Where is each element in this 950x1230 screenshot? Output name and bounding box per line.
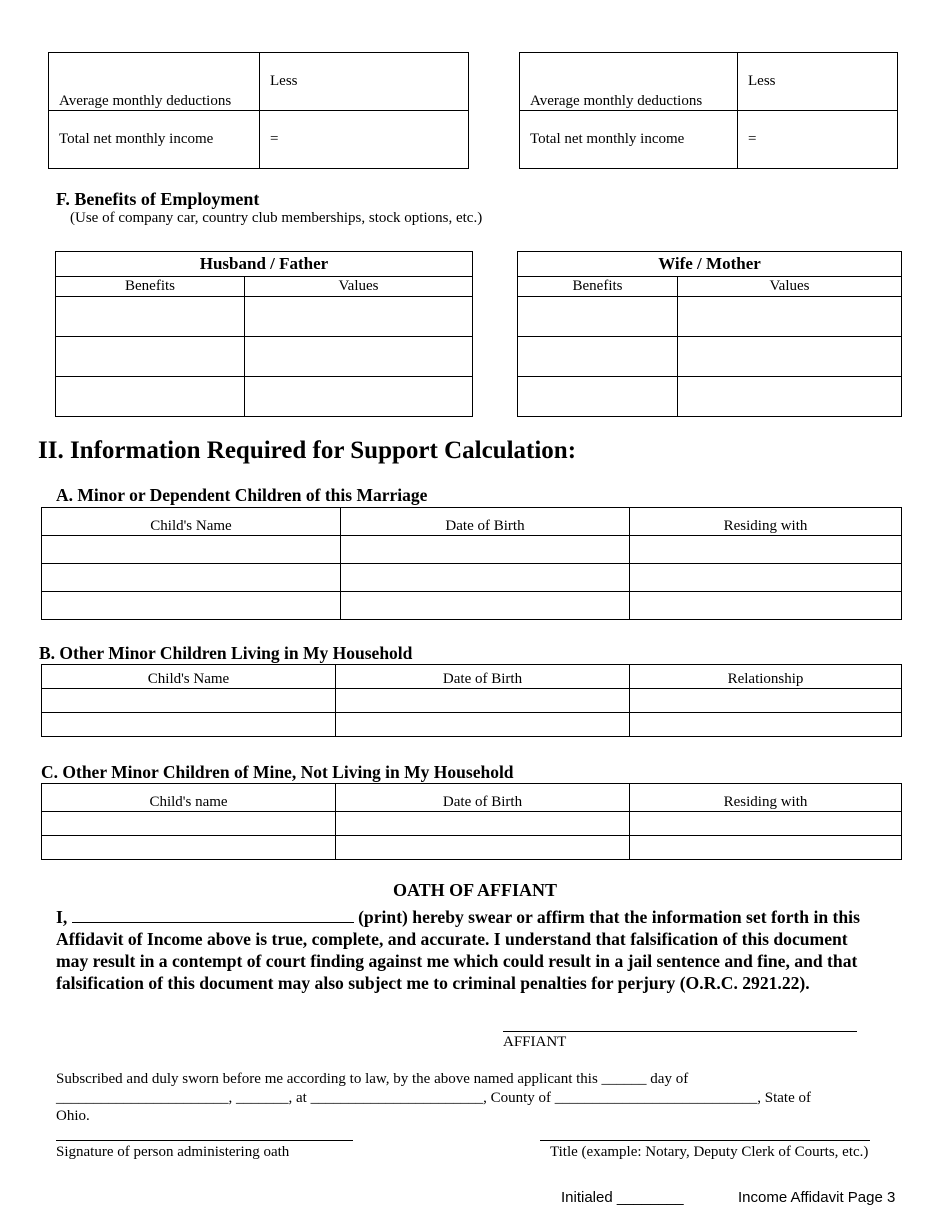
oath-line-3: may result in a contempt of court finding against me which could result in a jail sentence and fine, and that <box>56 951 858 971</box>
section-b-heading: B. Other Minor Children Living in My Household <box>39 643 413 663</box>
sworn-line-2: _______________________, _______, at _______________________, County of ___________________________, State of <box>56 1090 811 1106</box>
children-marriage-table <box>41 507 902 620</box>
administrator-signature-label: Signature of person administering oath <box>56 1144 290 1160</box>
table-cell[interactable] <box>630 812 902 836</box>
value-cell[interactable] <box>245 337 473 377</box>
table-cell[interactable] <box>42 536 341 564</box>
section-c-heading: C. Other Minor Children of Mine, Not Living in My Household <box>41 762 514 782</box>
table-cell[interactable] <box>336 836 630 860</box>
benefit-cell[interactable] <box>518 377 678 417</box>
income-table-right <box>519 52 898 169</box>
deductions-label: Average monthly deductions <box>49 53 260 111</box>
sworn-line-1: Subscribed and duly sworn before me according to law, by the above named applicant this ______ day of <box>56 1071 689 1087</box>
administrator-title-label: Title (example: Notary, Deputy Clerk of Courts, etc.) <box>550 1144 869 1160</box>
husband-benefits-table <box>55 251 473 417</box>
administrator-title-line[interactable] <box>540 1140 870 1141</box>
oath-text <box>56 906 916 994</box>
table-cell[interactable] <box>341 592 630 620</box>
col-childs-name: Child's name <box>42 784 336 812</box>
col-residing-with: Residing with <box>630 508 902 536</box>
value-cell[interactable] <box>245 297 473 337</box>
table-cell[interactable] <box>630 564 902 592</box>
children-household-table <box>41 664 902 737</box>
oath-title: OATH OF AFFIANT <box>392 880 557 900</box>
oath-line-1 <box>56 906 916 928</box>
page-label: Income Affidavit Page 3 <box>738 1189 896 1206</box>
deductions-value[interactable]: Less <box>738 53 898 111</box>
benefit-cell[interactable] <box>518 337 678 377</box>
table-cell[interactable] <box>630 689 902 713</box>
net-income-label: Total net monthly income <box>520 111 738 169</box>
benefits-heading: F. Benefits of Employment <box>56 189 260 209</box>
value-cell[interactable] <box>245 377 473 417</box>
table-cell[interactable] <box>630 536 902 564</box>
table-cell[interactable] <box>630 713 902 737</box>
table-cell[interactable] <box>42 812 336 836</box>
oath-prefix: I, <box>56 907 68 927</box>
table-cell[interactable] <box>42 564 341 592</box>
administrator-signature-line[interactable] <box>56 1140 353 1141</box>
affiant-label: AFFIANT <box>503 1034 567 1050</box>
col-date-of-birth: Date of Birth <box>336 784 630 812</box>
benefit-cell[interactable] <box>56 377 245 417</box>
oath-suffix: (print) hereby swear or affirm that the information set forth in this <box>358 907 860 927</box>
net-income-value[interactable]: = <box>738 111 898 169</box>
table-cell[interactable] <box>336 689 630 713</box>
col-date-of-birth: Date of Birth <box>341 508 630 536</box>
table-cell[interactable] <box>42 592 341 620</box>
oath-line-2: Affidavit of Income above is true, complete, and accurate. I understand that falsification of this document <box>56 929 848 949</box>
wife-benefits-table <box>517 251 902 417</box>
children-not-household-table <box>41 783 902 860</box>
initialed-field[interactable]: Initialed ________ <box>561 1189 684 1206</box>
value-cell[interactable] <box>678 297 902 337</box>
values-col: Values <box>245 277 473 297</box>
benefit-cell[interactable] <box>56 297 245 337</box>
col-childs-name: Child's Name <box>42 508 341 536</box>
deductions-label: Average monthly deductions <box>520 53 738 111</box>
table-cell[interactable] <box>630 836 902 860</box>
affiant-signature-line[interactable] <box>503 1031 857 1032</box>
income-table-left <box>48 52 469 169</box>
table-cell[interactable] <box>42 836 336 860</box>
benefit-cell[interactable] <box>518 297 678 337</box>
col-childs-name: Child's Name <box>42 665 336 689</box>
net-income-value[interactable]: = <box>260 111 469 169</box>
value-cell[interactable] <box>678 377 902 417</box>
net-income-label: Total net monthly income <box>49 111 260 169</box>
table-cell[interactable] <box>42 713 336 737</box>
deductions-value[interactable]: Less <box>260 53 469 111</box>
values-col: Values <box>678 277 902 297</box>
benefits-note: (Use of company car, country club memberships, stock options, etc.) <box>70 210 483 226</box>
col-residing-with: Residing with <box>630 784 902 812</box>
husband-title: Husband / Father <box>56 252 473 277</box>
section-a-heading: A. Minor or Dependent Children of this Marriage <box>56 485 428 505</box>
benefits-col: Benefits <box>518 277 678 297</box>
table-cell[interactable] <box>336 812 630 836</box>
table-cell[interactable] <box>336 713 630 737</box>
table-cell[interactable] <box>341 536 630 564</box>
benefit-cell[interactable] <box>56 337 245 377</box>
table-cell[interactable] <box>341 564 630 592</box>
benefits-col: Benefits <box>56 277 245 297</box>
oath-line-4: falsification of this document may also subject me to criminal penalties for perjury (O.R.C. 2921.22). <box>56 973 810 993</box>
sworn-line-3: Ohio. <box>56 1108 90 1124</box>
value-cell[interactable] <box>678 337 902 377</box>
print-name-field[interactable] <box>72 906 354 923</box>
col-relationship: Relationship <box>630 665 902 689</box>
wife-title: Wife / Mother <box>518 252 902 277</box>
section-two-title: II. Information Required for Support Calculation: <box>38 437 577 464</box>
col-date-of-birth: Date of Birth <box>336 665 630 689</box>
table-cell[interactable] <box>630 592 902 620</box>
table-cell[interactable] <box>42 689 336 713</box>
